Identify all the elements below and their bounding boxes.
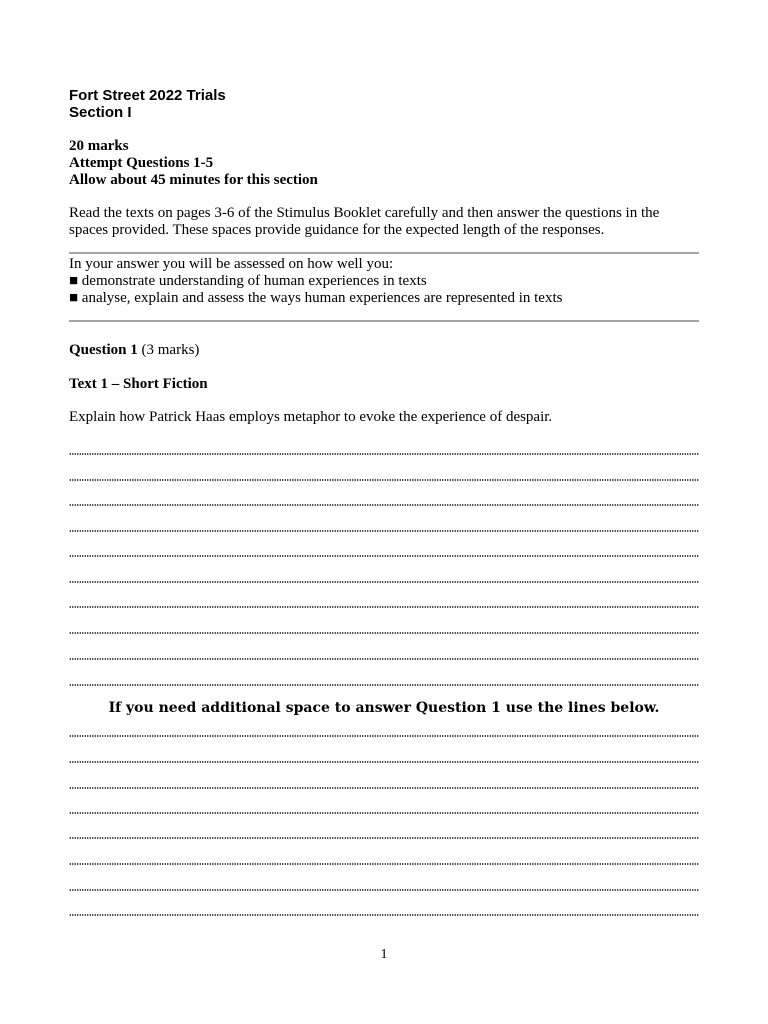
answer-line[interactable] [69, 684, 699, 686]
assessment-criterion-1: ■ demonstrate understanding of human experiences in texts [69, 273, 427, 289]
divider-bottom [69, 320, 699, 322]
additional-answer-line[interactable] [69, 889, 699, 891]
additional-answer-line[interactable] [69, 863, 699, 865]
marks-total: 20 marks [69, 138, 129, 154]
question-marks: (3 marks) [141, 342, 200, 358]
answer-line[interactable] [69, 581, 699, 583]
answer-line[interactable] [69, 453, 699, 455]
answer-line[interactable] [69, 632, 699, 634]
question-prompt: Explain how Patrick Haas employs metaphor to evoke the experience of despair. [69, 409, 553, 425]
answer-line[interactable] [69, 606, 699, 608]
time-instruction: Allow about 45 minutes for this section [69, 172, 318, 188]
additional-space-note: If you need additional space to answer Question 1 use the lines below. [108, 700, 660, 716]
additional-answer-line[interactable] [69, 914, 699, 916]
assessment-lead: In your answer you will be assessed on how well you: [69, 256, 394, 272]
divider-top [69, 252, 699, 254]
additional-answer-line[interactable] [69, 761, 699, 763]
answer-line[interactable] [69, 530, 699, 532]
answer-line[interactable] [69, 555, 699, 557]
question-heading [69, 342, 199, 359]
answer-line[interactable] [69, 479, 699, 481]
section-heading: Section I [69, 104, 132, 121]
page-number: 1 [380, 947, 388, 962]
answer-line[interactable] [69, 658, 699, 660]
answer-line[interactable] [69, 504, 699, 506]
question-label: Question 1 [69, 342, 138, 358]
additional-answer-line[interactable] [69, 837, 699, 839]
exam-title: Fort Street 2022 Trials [69, 87, 226, 104]
additional-answer-line[interactable] [69, 812, 699, 814]
intro-line-2: spaces provided. These spaces provide guidance for the expected length of the responses. [69, 222, 605, 238]
intro-line-1: Read the texts on pages 3-6 of the Stimulus Booklet carefully and then answer the questions in the [69, 205, 660, 221]
additional-answer-line[interactable] [69, 787, 699, 789]
attempt-instruction: Attempt Questions 1-5 [69, 155, 214, 171]
assessment-criterion-2: ■ analyse, explain and assess the ways human experiences are represented in texts [69, 290, 563, 306]
additional-answer-line[interactable] [69, 735, 699, 737]
text-title: Text 1 – Short Fiction [69, 376, 208, 392]
